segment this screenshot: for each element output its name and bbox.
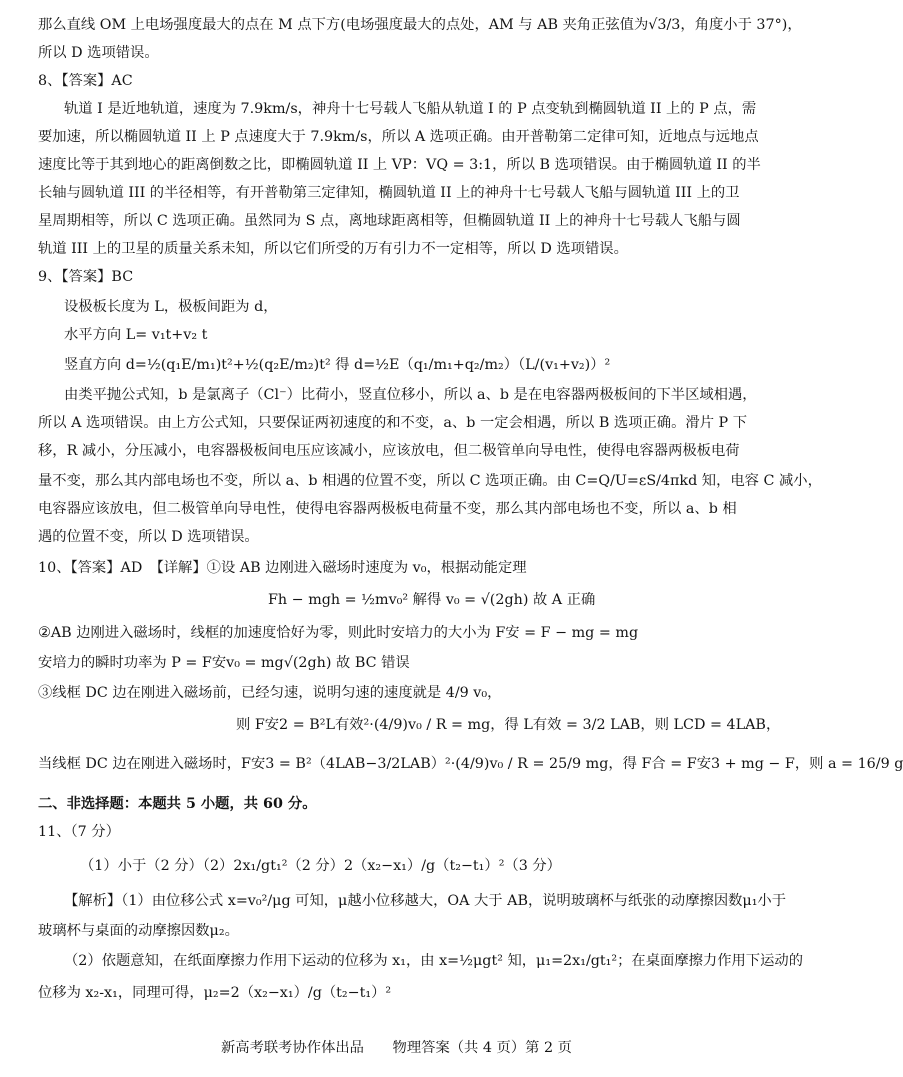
text-line: 所以 A 选项错误。由上方公式知，只要保证两初速度的和不变，a、b 一定会相遇，所以 B 选项正确。滑片 P 下: [38, 415, 747, 431]
text-line: 轨道 III 上的卫星的质量关系未知，所以它们所受的万有引力不一定相等，所以 D 选项错误。: [38, 241, 628, 257]
text-line: 设极板长度为 L，极板间距为 d，: [64, 299, 278, 315]
text-line: 量不变，那么其内部电场也不变，所以 a、b 相遇的位置不变，所以 C 选项正确。由 C=Q/U=εS/4πkd 知，电容 C 减小，: [38, 473, 822, 489]
text-line: 由类平抛公式知，b 是氯离子（Cl⁻）比荷小，竖直位移小，所以 a、b 是在电容器两极板间的下半区域相遇，: [64, 387, 757, 403]
text-line: 长轴与圆轨道 III 的半径相等，有开普勒第三定律知，椭圆轨道 II 上的神舟十七号载人飞船与圆轨道 III 上的卫: [38, 185, 740, 201]
answer-heading-8: 8、【答案】AC: [38, 73, 133, 89]
equation-line: 水平方向 L= v₁t+v₂ t: [64, 327, 208, 343]
text-line: 要加速，所以椭圆轨道 II 上 P 点速度大于 7.9km/s，所以 A 选项正确。由开普勒第二定律可知，近地点与远地点: [38, 129, 759, 145]
equation-line: 则 F安2 = B²L有效²·(4/9)v₀ / R = mg，得 L有效 = 3/2 LAB，则 LCD = 4LAB，: [236, 717, 781, 733]
answer-heading-10: 10、【答案】AD 【详解】①设 AB 边刚进入磁场时速度为 v₀，根据动能定理: [38, 560, 527, 576]
text-line: 【解析】（1）由位移公式 x=v₀²/μg 可知，μ越小位移越大，OA 大于 AB，说明玻璃杯与纸张的动摩擦因数μ₁小于: [64, 893, 787, 909]
text-line: 位移为 x₂-x₁，同理可得，μ₂=2（x₂−x₁）/g（t₂−t₁）²: [38, 985, 392, 1001]
text-line: ②AB 边刚进入磁场时，线框的加速度恰好为零，则此时安培力的大小为 F安 = F − mg = mg: [38, 625, 639, 641]
text-line: 那么直线 OM 上电场强度最大的点在 M 点下方(电场强度最大的点处，AM 与 AB 夹角正弦值为√3/3，角度小于 37°)，: [38, 17, 802, 33]
question-heading-11: 11、（7 分）: [38, 824, 120, 840]
answer-line: （1）小于（2 分）（2）2x₁/gt₁²（2 分）2（x₂−x₁）/g（t₂−t₁）²（3 分）: [80, 858, 561, 874]
answer-heading-9: 9、【答案】BC: [38, 269, 134, 285]
text-line: 电容器应该放电，但二极管单向导电性，使得电容器两极板电荷量不变，那么其内部电场也不变，所以 a、b 相: [38, 501, 737, 517]
text-line: 星周期相等，所以 C 选项正确。虽然同为 S 点，离地球距离相等，但椭圆轨道 II 上的神舟十七号载人飞船与圆: [38, 213, 741, 229]
equation-line: 竖直方向 d=½(q₁E/m₁)t²+½(q₂E/m₂)t² 得 d=½E（q₁/m₁+q₂/m₂）（L/(v₁+v₂)）²: [64, 357, 611, 373]
equation-line: Fh − mgh = ½mv₀² 解得 v₀ = √(2gh) 故 A 正确: [268, 592, 596, 608]
text-line: 轨道 I 是近地轨道，速度为 7.9km/s，神舟十七号载人飞船从轨道 I 的 P 点变轨到椭圆轨道 II 上的 P 点，需: [64, 101, 757, 117]
section-heading: 二、非选择题：本题共 5 小题，共 60 分。: [38, 796, 317, 812]
text-line: ③线框 DC 边在刚进入磁场前，已经匀速，说明匀速的速度就是 4/9 v₀，: [38, 685, 502, 701]
text-line: 速度比等于其到地心的距离倒数之比，即椭圆轨道 II 上 VP：VQ = 3:1，所以 B 选项错误。由于椭圆轨道 II 的半: [38, 157, 761, 173]
equation-line: 当线框 DC 边在刚进入磁场时，F安3 = B²（4LAB−3/2LAB）²·(4/9)v₀ / R = 25/9 mg，得 F合 = F安3 + mg − F，则 a = 16/9 g: [38, 756, 903, 772]
text-line: 玻璃杯与桌面的动摩擦因数μ₂。: [38, 923, 239, 939]
text-line: 安培力的瞬时功率为 P = F安v₀ = mg√(2gh) 故 BC 错误: [38, 655, 410, 671]
page-footer: 新高考联考协作体出品 物理答案（共 4 页）第 2 页: [221, 1040, 572, 1056]
text-line: 遇的位置不变，所以 D 选项错误。: [38, 529, 259, 545]
text-line: （2）依题意知，在纸面摩擦力作用下运动的位移为 x₁，由 x=½μgt² 知，μ₁=2x₁/gt₁²；在桌面摩擦力作用下运动的: [64, 953, 803, 969]
text-line: 移，R 减小，分压减小，电容器极板间电压应该减小，应该放电，但二极管单向导电性，使得电容器两极板电荷: [38, 443, 740, 459]
text-line: 所以 D 选项错误。: [38, 45, 159, 61]
